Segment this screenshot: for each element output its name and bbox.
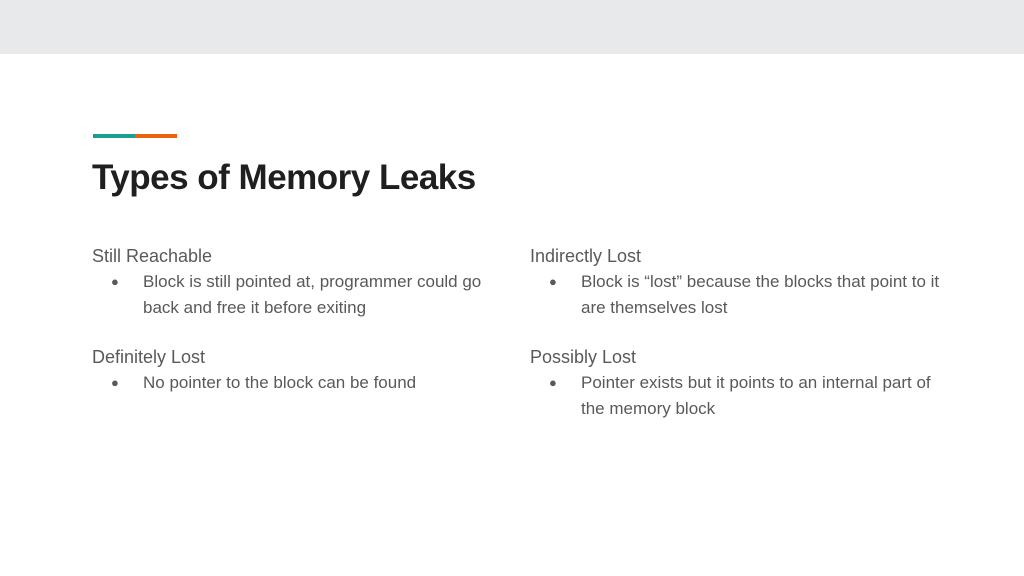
bullet-list bbox=[92, 269, 512, 321]
accent-teal-segment bbox=[93, 134, 135, 138]
bullet-text: Block is still pointed at, programmer could go back and free it before exiting bbox=[143, 272, 482, 317]
bullet-text: Block is “lost” because the blocks that point to it are themselves lost bbox=[581, 272, 940, 317]
section-heading: Still Reachable bbox=[92, 246, 213, 266]
bullet-icon: ● bbox=[549, 274, 557, 289]
bullet-list bbox=[530, 370, 950, 422]
bullet-text: No pointer to the block can be found bbox=[143, 373, 417, 392]
list-item bbox=[530, 269, 950, 321]
section-definitely-lost bbox=[92, 344, 512, 396]
title-accent-bar bbox=[93, 134, 177, 138]
section-heading: Indirectly Lost bbox=[530, 246, 642, 266]
bullet-list bbox=[92, 370, 512, 396]
top-toolbar-area bbox=[0, 0, 1024, 54]
section-heading: Possibly Lost bbox=[530, 347, 637, 367]
bullet-icon: ● bbox=[549, 375, 557, 390]
slide-title: Types of Memory Leaks bbox=[92, 158, 476, 197]
section-heading: Definitely Lost bbox=[92, 347, 206, 367]
section-possibly-lost bbox=[530, 344, 950, 422]
section-still-reachable bbox=[92, 243, 512, 321]
list-item bbox=[92, 269, 512, 321]
bullet-list bbox=[530, 269, 950, 321]
accent-orange-segment bbox=[135, 134, 177, 138]
list-item bbox=[92, 370, 512, 396]
bullet-text: Pointer exists but it points to an internal part of the memory block bbox=[581, 373, 931, 418]
slide-canvas bbox=[0, 54, 1024, 576]
bullet-icon: ● bbox=[111, 375, 119, 390]
bullet-icon: ● bbox=[111, 274, 119, 289]
section-indirectly-lost bbox=[530, 243, 950, 321]
list-item bbox=[530, 370, 950, 422]
